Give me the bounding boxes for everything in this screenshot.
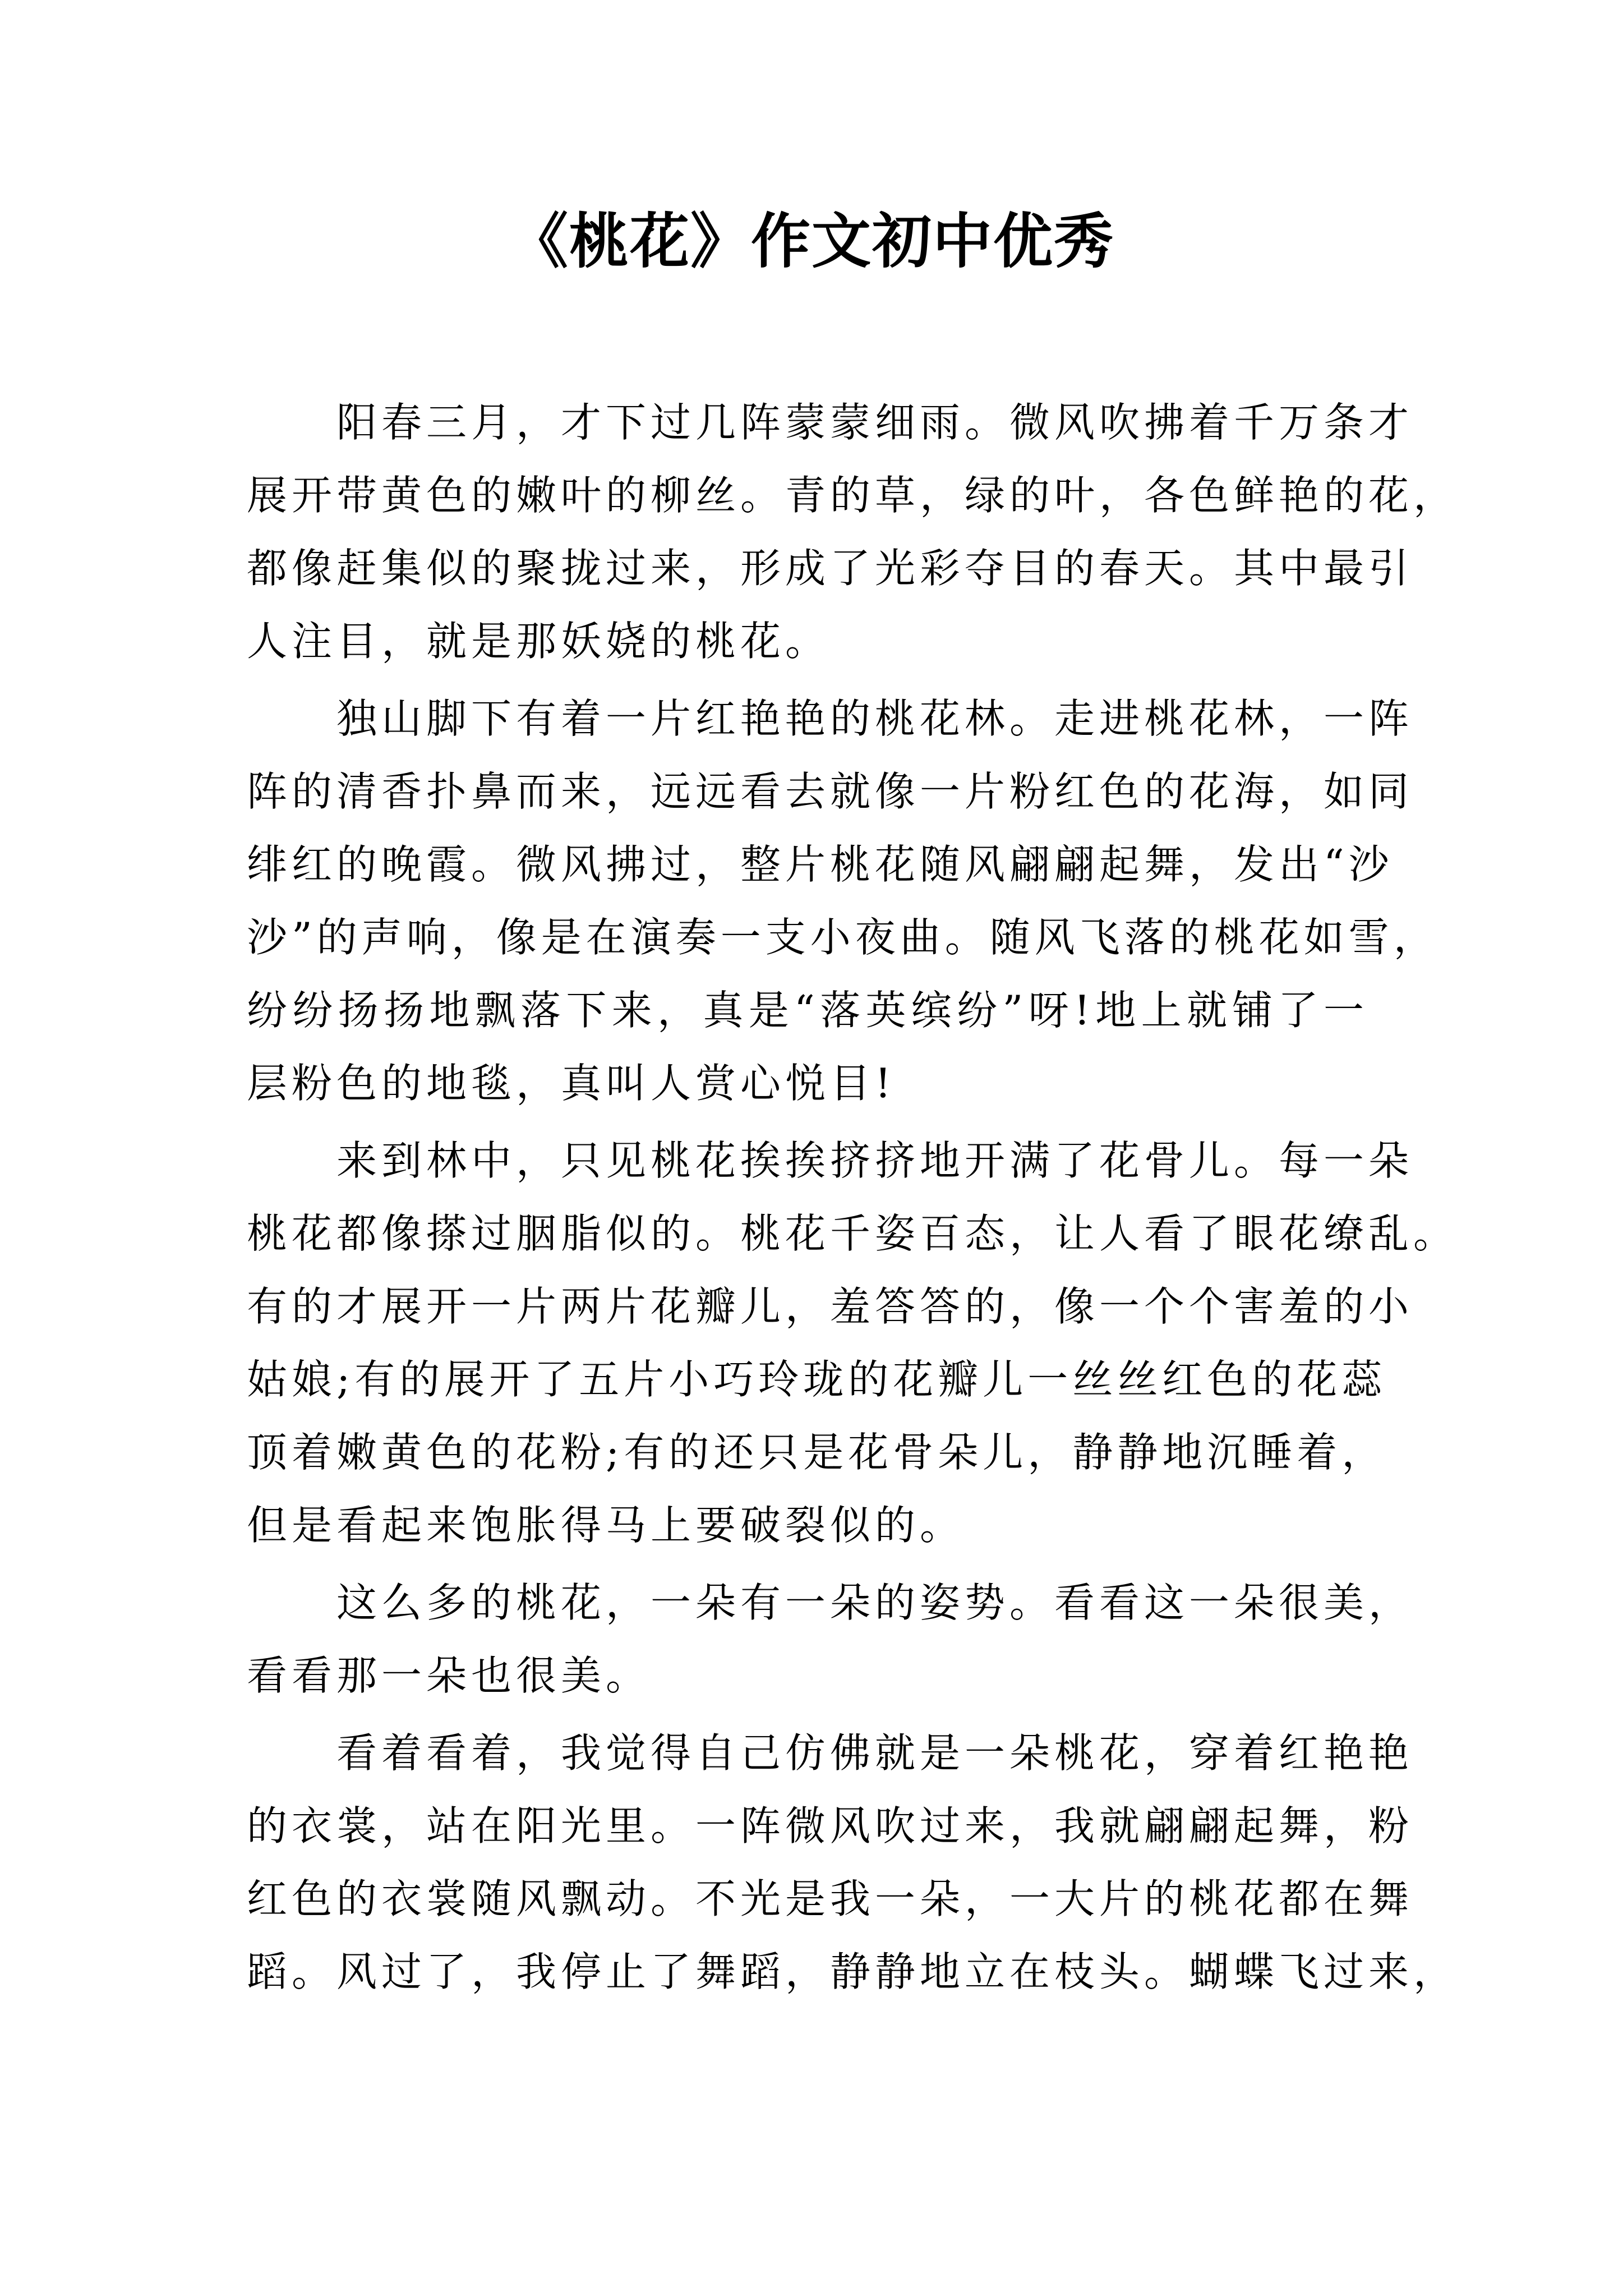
- paragraph-gap: [247, 1712, 1368, 1717]
- paragraph-line: 看看那一朵也很美。: [247, 1652, 651, 1699]
- paragraph-line: 纷纷扬扬地飘落下来，真是“落英缤纷”呀!地上就铺了一: [247, 987, 1368, 1034]
- paragraph-line: 绯红的晚霞。微风拂过，整片桃花随风翩翩起舞，发出“沙: [247, 841, 1394, 888]
- paragraph-2: [247, 682, 1438, 1120]
- paragraph-line: 顶着嫩黄色的花粉;有的还只是花骨朵儿，静静地沉睡着，: [247, 1429, 1387, 1476]
- document-title: 《桃花》作文初中优秀: [509, 206, 1114, 276]
- paragraph-line: 这么多的桃花，一朵有一朵的姿势。看看这一朵很美，: [336, 1579, 1414, 1626]
- paragraph-line: 层粉色的地毯，真叫人赏心悦目!: [247, 1060, 896, 1107]
- paragraph-line: 沙”的声响，像是在演奏一支小夜曲。随风飞落的桃花如雪，: [247, 914, 1438, 961]
- paragraph-line: 的衣裳，站在阳光里。一阵微风吹过来，我就翩翩起舞，粉: [247, 1802, 1414, 1849]
- paragraph-line: 阳春三月，才下过几阵蒙蒙细雨。微风吹拂着千万条才: [336, 399, 1414, 446]
- paragraph-line: 有的才展开一片两片花瓣儿，羞答答的，像一个个害羞的小: [247, 1283, 1414, 1330]
- paragraph-line: 展开带黄色的嫩叶的柳丝。青的草，绿的叶，各色鲜艳的花，: [247, 472, 1459, 519]
- paragraph-line: 都像赶集似的聚拢过来，形成了光彩夺目的春天。其中最引: [247, 545, 1414, 592]
- paragraph-1: [247, 386, 1459, 678]
- paragraph-line: 桃花都像搽过胭脂似的。桃花千姿百态，让人看了眼花缭乱。: [247, 1210, 1459, 1257]
- paragraph-gap: [247, 678, 1368, 682]
- paragraph-line: 蹈。风过了，我停止了舞蹈，静静地立在枝头。蝴蝶飞过来，: [247, 1948, 1459, 1995]
- paragraph-line: 但是看起来饱胀得马上要破裂似的。: [247, 1502, 965, 1549]
- paragraph-gap: [247, 1120, 1368, 1124]
- paragraph-3: [247, 1124, 1459, 1562]
- paragraph-line: 人注目，就是那妖娆的桃花。: [247, 618, 831, 665]
- paragraph-line: 阵的清香扑鼻而来，远远看去就像一片粉红色的花海，如同: [247, 768, 1414, 815]
- paragraph-line: 红色的衣裳随风飘动。不光是我一朵，一大片的桃花都在舞: [247, 1875, 1414, 1922]
- paragraph-gap: [247, 1562, 1368, 1566]
- paragraph-line: 看着看着，我觉得自己仿佛就是一朵桃花，穿着红艳艳: [336, 1729, 1414, 1777]
- document-body: [247, 386, 1459, 2008]
- paragraph-line: 姑娘;有的展开了五片小巧玲珑的花瓣儿一丝丝红色的花蕊: [247, 1356, 1387, 1403]
- paragraph-line: 独山脚下有着一片红艳艳的桃花林。走进桃花林，一阵: [336, 695, 1414, 742]
- paragraph-4: [247, 1566, 1414, 1712]
- paragraph-line: 来到林中，只见桃花挨挨挤挤地开满了花骨儿。每一朵: [336, 1137, 1414, 1184]
- paragraph-5: [247, 1717, 1459, 2008]
